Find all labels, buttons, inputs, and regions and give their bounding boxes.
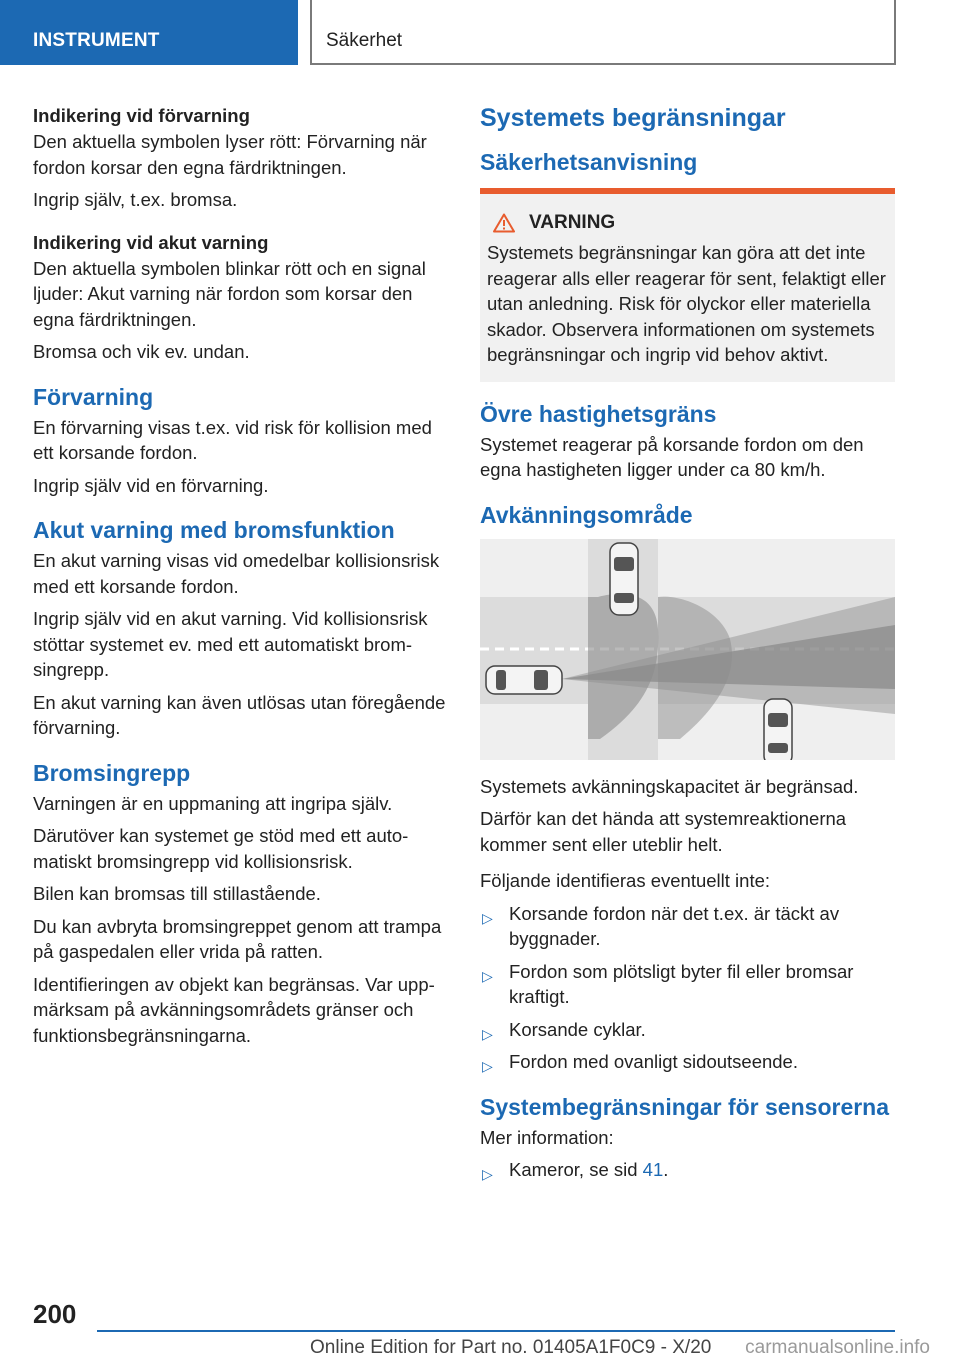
paragraph: Ingrip själv, t.ex. bromsa. bbox=[33, 189, 238, 210]
speed-limit-heading: Övre hastighetsgräns bbox=[480, 400, 717, 427]
paragraph: Mer information: bbox=[480, 1126, 614, 1148]
edition-text: Online Edition for Part no. 01405A1F0C9 - X/20 bbox=[310, 1337, 712, 1358]
bullet-triangle-icon: ▷ bbox=[482, 967, 493, 984]
more-info-list bbox=[480, 1157, 895, 1183]
paragraph: Bromsa och vik ev. undan. bbox=[33, 341, 250, 362]
paragraph: Därför kan det hända att systemreaktionerna kommer sent eller uteblir helt. bbox=[480, 808, 847, 855]
bullet-triangle-icon: ▷ bbox=[482, 1166, 493, 1182]
safety-heading: Säkerhetsanvisning bbox=[480, 149, 698, 175]
list-item: ▷ Korsande cyklar. bbox=[480, 1017, 895, 1043]
footer-rule bbox=[97, 1330, 895, 1332]
limitation-list bbox=[480, 901, 895, 1075]
section-heading-bromsingrepp: Bromsingrepp bbox=[33, 759, 191, 786]
paragraph: Ingrip själv vid en akut varning. Vid kollisionsrisk stöttar systemet ev. med ett automatiskt bromsingrepp. bbox=[33, 608, 428, 680]
warning-title-row bbox=[487, 212, 887, 234]
paragraph: En förvarning visas t.ex. vid risk för kollision med ett korsande fordon. bbox=[33, 416, 432, 463]
bullet-triangle-icon: ▷ bbox=[482, 909, 493, 926]
left-column bbox=[33, 103, 446, 1055]
header-section-label: INSTRUMENT bbox=[33, 30, 160, 51]
list-item: ▷ Kameror, se sid 41. bbox=[480, 1157, 895, 1183]
warning-triangle-icon bbox=[493, 213, 515, 233]
header-section-tab bbox=[0, 0, 298, 65]
header-title: Säkerhet bbox=[326, 30, 403, 51]
sensor-limits-heading: Systembegränsningar för sensorerna bbox=[480, 1093, 890, 1120]
paragraph: En akut varning kan även utlösas utan föregående förvarning. bbox=[33, 691, 446, 738]
page-number: 200 bbox=[33, 1299, 77, 1329]
paragraph: Bilen kan bromsas till stillastående. bbox=[33, 883, 321, 904]
list-item: ▷ Korsande fordon när det t.ex. är täckt av byggnader. bbox=[482, 902, 840, 949]
bullet-triangle-icon: ▷ bbox=[482, 1058, 493, 1074]
paragraph: Den aktuella symbolen lyser rött: Förvarning när fordon korsar den egna färdriktningen. bbox=[33, 131, 427, 178]
paragraph: Därutöver kan systemet ge stöd med ett automatiskt bromsingrepp vid kollisionsrisk. bbox=[33, 825, 409, 872]
watermark-text: carmanualsonline.info bbox=[745, 1337, 930, 1358]
bullet-triangle-icon: ▷ bbox=[482, 1025, 493, 1042]
paragraph: Systemets avkänningskapacitet är begränsad. bbox=[480, 775, 859, 797]
warning-box bbox=[480, 188, 895, 382]
paragraph: Den aktuella symbolen blinkar rött och en signal ljuder: Akut varning när fordon som korsar den egna färdriktningen. bbox=[33, 257, 426, 330]
warning-title: VARNING bbox=[529, 212, 616, 233]
section-heading-akut-varning: Akut varning med bromsfunktion bbox=[33, 517, 395, 543]
list-item: ▷ Fordon som plötsligt byter fil eller bromsar kraftigt. bbox=[482, 960, 854, 1007]
paragraph: En akut varning visas vid omedelbar kollisionsrisk med ett korsande fordon. bbox=[33, 550, 440, 597]
detection-range-heading: Avkänningsområde bbox=[480, 501, 693, 528]
acute-warning-indication-heading: Indikering vid akut varning bbox=[33, 231, 269, 253]
header-title-box bbox=[310, 0, 896, 65]
section-heading-forvarning: Förvarning bbox=[33, 383, 154, 410]
pre-warning-indication-heading: Indikering vid förvarning bbox=[33, 105, 250, 126]
right-column bbox=[480, 103, 895, 1190]
main-heading: Systemets begränsningar bbox=[480, 104, 786, 132]
paragraph: Du kan avbryta bromsingreppet genom att trampa på gaspedalen eller vrida på ratten. bbox=[33, 915, 442, 962]
warning-text: Systemets begränsningar kan göra att det inte reagerar alls eller reagerar för sent, felaktigt eller utan anledning. Risk för olyckor eller materiella skador. Observera informationen om systemets begränsningar och ingrip vid behov aktivt. bbox=[487, 242, 886, 365]
detection-range-illustration bbox=[480, 539, 895, 760]
paragraph: Identifieringen av objekt kan begränsas. Var uppmärksam på avkänningsområdets gränser och funktionsbegränsningarna. bbox=[33, 973, 435, 1046]
paragraph: Ingrip själv vid en förvarning. bbox=[33, 474, 269, 496]
paragraph: Systemet reagerar på korsande fordon om den egna hastigheten ligger under ca 80 km/h. bbox=[480, 433, 864, 480]
page-reference-link[interactable]: 41 bbox=[642, 1159, 664, 1180]
list-item: ▷ Fordon med ovanligt sidoutseende. bbox=[480, 1049, 895, 1075]
paragraph: Varningen är en uppmaning att ingripa själv. bbox=[33, 792, 393, 814]
paragraph: Följande identifieras eventuellt inte: bbox=[480, 870, 771, 891]
